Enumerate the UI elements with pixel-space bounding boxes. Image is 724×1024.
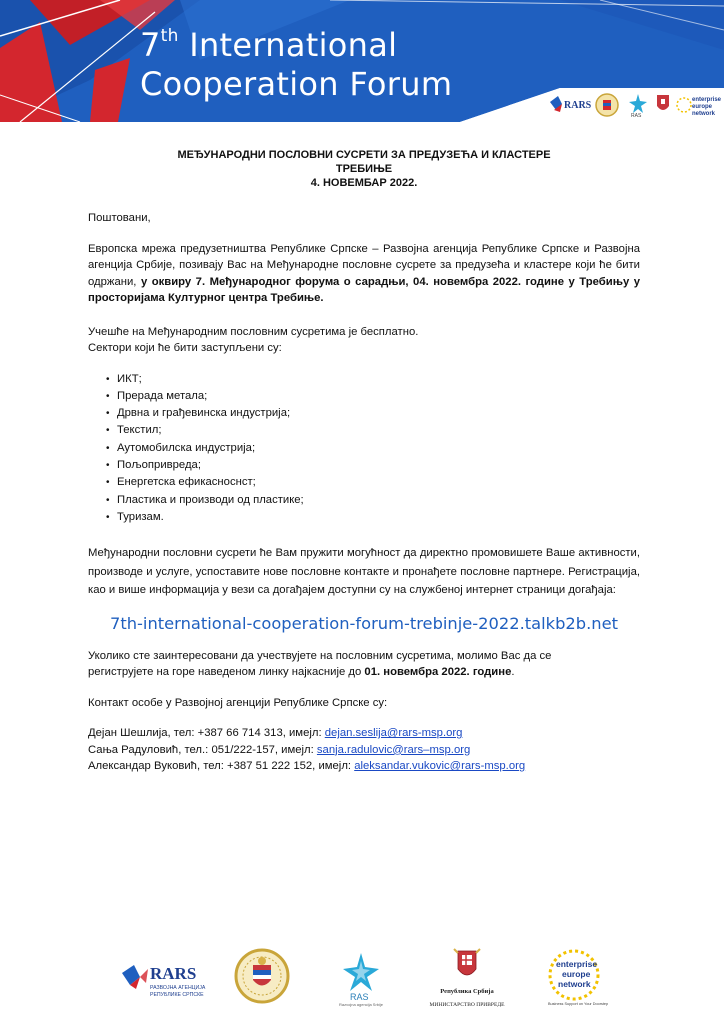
svg-text:МИНИСТАРСТВО ПРИВРЕДЕ: МИНИСТАРСТВО ПРИВРЕДЕ (429, 1002, 505, 1008)
bullet-icon: • (106, 425, 110, 437)
header-banner (0, 0, 724, 122)
list-item: • Аутомобилска индустрија; (88, 440, 640, 457)
participation-text: Учешће на Међународним пословним сусретима је бесплатно. (88, 325, 419, 338)
salutation: Поштовани, (88, 212, 151, 224)
svg-text:enterprise: enterprise (556, 959, 598, 969)
sectors-list (88, 371, 640, 527)
svg-text:network: network (692, 111, 716, 117)
list-item: • Пластика и производи од пластике; (88, 492, 640, 509)
deadline-line2: региструјете на горе наведеном линку најкасније до 01. новембра 2022. године. (88, 666, 515, 679)
banner-logos (548, 92, 722, 119)
rars-logo (120, 959, 208, 1003)
republika-srpska-crest-logo (234, 947, 290, 1005)
body-paragraph: Међународни пословни сусрети ће Вам пружити могућност да директно промовишете Ваше активности, производе и услуге, успоставите нове пословне контакте и пронађете пословне партнере. Регистрација, као и више информација у вези са догађајем доступни су на службеној интернет страници догађаја: (88, 547, 640, 597)
ministry-of-economy-logo (424, 947, 510, 1013)
email-link[interactable]: dejan.seslija@rars-msp.org (324, 727, 463, 740)
footer-logos (0, 945, 724, 1015)
svg-text:enterprise: enterprise (692, 97, 722, 103)
deadline-line1: Уколико сте заинтересовани да учествујете на пословним сусретима, молимо Вас да се (88, 649, 552, 662)
svg-text:RAS: RAS (350, 992, 369, 1002)
sectors-intro: Сектори који ће бити заступљени су: (88, 342, 282, 354)
heading-line2: ТРЕБИЊЕ (335, 163, 393, 175)
bullet-icon: • (106, 442, 110, 454)
contact-row: Сања Радуловић, тел.: 051/222-157, имејл: sanja.radulovic@rars–msp.org (88, 743, 471, 756)
serbia-crest-small-icon (654, 92, 672, 118)
list-item: • Прерада метала; (88, 388, 640, 405)
list-item: • ИКТ; (88, 371, 640, 388)
list-item: • Туризам. (88, 509, 640, 526)
bullet-icon: • (106, 511, 110, 523)
bullet-icon: • (106, 408, 110, 420)
heading-line3: 4. НОВЕМБАР 2022. (310, 177, 418, 189)
banner-title-line1: International (189, 26, 398, 64)
list-item: • Пољопривреда; (88, 457, 640, 474)
rars-logo-small-icon (548, 92, 592, 118)
enterprise-europe-network-logo (544, 947, 616, 1011)
bullet-icon: • (106, 477, 110, 489)
svg-text:network: network (558, 979, 591, 989)
list-item: • Енергетска ефикасноснст; (88, 474, 640, 491)
bullet-icon: • (106, 494, 110, 506)
intro-text: Европска мрежа предузетништва Републике Српске – Развојна агенција Републике Српске и Развојна агенција Србије, позивају Вас на Међународне пословне сусрете за предузећа и кластере који ће бити одржани, (88, 242, 640, 288)
svg-text:europe: europe (692, 104, 713, 110)
heading-line1: МЕЂУНАРОДНИ ПОСЛОВНИ СУСРЕТИ ЗА ПРЕДУЗЕЋА И КЛАСТЕРЕ (177, 149, 551, 161)
een-logo-small-icon (676, 92, 722, 118)
crest-logo-small-icon (594, 92, 620, 118)
svg-text:Business Support on Your Doors: Business Support on Your Doorstep (548, 1002, 609, 1006)
bullet-icon: • (106, 390, 110, 402)
svg-text:RARS: RARS (150, 964, 197, 983)
list-item: • Текстил; (88, 422, 640, 439)
contacts-intro: Контакт особе у Развојној агенцији Републике Српске су: (88, 696, 388, 709)
banner-title-line2: Cooperation Forum (140, 65, 453, 103)
svg-text:RAS: RAS (631, 113, 642, 119)
banner-title (140, 26, 452, 104)
event-url-link[interactable]: 7th-international-cooperation-forum-trebinje-2022.talkb2b.net (109, 613, 619, 633)
deadline-date: 01. новембра 2022. године (364, 666, 512, 679)
banner-title-number: 7 (140, 26, 161, 64)
bullet-icon: • (106, 459, 110, 471)
ras-logo-small-icon (626, 92, 650, 118)
svg-text:RARS: RARS (564, 100, 592, 111)
document-body (88, 148, 640, 775)
email-link[interactable]: aleksandar.vukovic@rars-msp.org (354, 760, 526, 773)
svg-text:Република Србија: Република Србија (440, 988, 494, 995)
bullet-icon: • (106, 373, 110, 385)
contact-row: Дејан Шешлија, тел: +387 66 714 313, имејл: dejan.seslija@rars-msp.org (88, 727, 463, 740)
intro-bold: у оквиру 7. Међународног форума о сарадњи, 04. новембра 2022. године у Требињу у просторијама Културног центра Требиње. (88, 275, 641, 304)
email-link[interactable]: sanja.radulovic@rars–msp.org (316, 743, 471, 756)
intro-paragraph (88, 241, 640, 307)
list-item: • Дрвна и грађевинска индустрија; (88, 405, 640, 422)
svg-text:europe: europe (562, 969, 591, 979)
svg-text:РАЗВОЈНА АГЕНЦИЈА: РАЗВОЈНА АГЕНЦИЈА (150, 985, 206, 991)
banner-title-sup: th (160, 26, 179, 46)
contact-row: Александар Вуковић, тел: +387 51 222 152, имејл: aleksandar.vukovic@rars-msp.org (88, 760, 526, 773)
svg-text:Razvojna agencija Srbije: Razvojna agencija Srbije (339, 1002, 384, 1007)
svg-text:РЕПУБЛИКЕ СРПСКЕ: РЕПУБЛИКЕ СРПСКЕ (150, 992, 204, 998)
ras-logo (336, 951, 386, 1007)
